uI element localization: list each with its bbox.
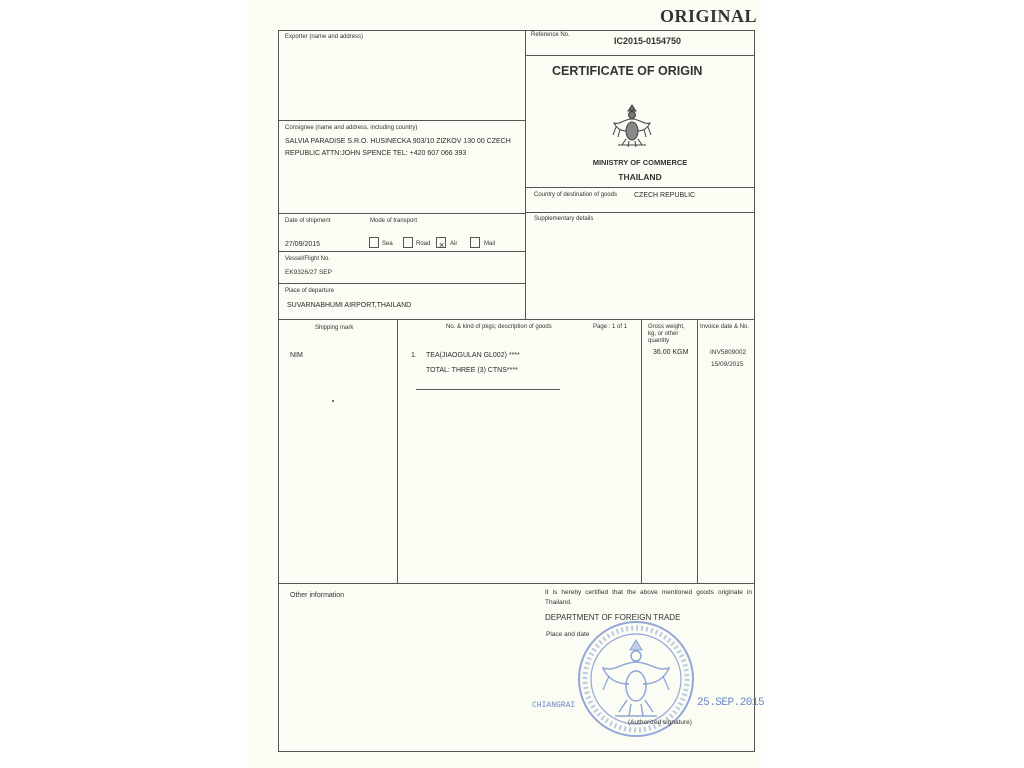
destination-value: CZECH REPUBLIC bbox=[634, 192, 696, 199]
departure-value: SUVARNABHUMI AIRPORT,THAILAND bbox=[287, 302, 412, 309]
shipping-mark-value: NIM bbox=[290, 352, 303, 359]
original-mark: ORIGINAL bbox=[660, 6, 758, 26]
item-number: 1. bbox=[411, 352, 417, 359]
certification-date: 25.SEP.2015 bbox=[697, 697, 765, 709]
invoice-date: 15/09/2015 bbox=[711, 361, 744, 368]
transport-mode-label: Mode of transport bbox=[370, 218, 418, 224]
vessel-label: Vessel/Flight No. bbox=[285, 256, 331, 262]
destination-label: Country of destination of goods bbox=[534, 192, 618, 198]
certificate-title: CERTIFICATE OF ORIGIN bbox=[552, 64, 703, 78]
shipment-date-value: 27/09/2015 bbox=[285, 241, 321, 248]
certification-statement: It is hereby certified that the above mentioned goods originate in Thailand. bbox=[545, 589, 752, 606]
weight-header-3: quantity bbox=[648, 338, 670, 344]
exporter-label: Exporter (name and address) bbox=[285, 34, 364, 40]
shipping-mark-header: Shipping mark bbox=[315, 325, 354, 331]
mode-mail-label: Mail bbox=[484, 241, 496, 247]
goods-description-header: No. & kind of pkgs; description of goods bbox=[446, 324, 552, 330]
road-checkbox bbox=[403, 237, 413, 248]
departure-label: Place of departure bbox=[285, 288, 335, 294]
consignee-line-1: SALVIA PARADISE S.R.O. HUSINECKA 903/10 ZIZKOV 130 00 CZECH bbox=[285, 138, 511, 145]
sea-checkbox bbox=[369, 237, 379, 248]
item-description: TEA(JIAOGULAN GL002) **** bbox=[426, 352, 520, 359]
ink-speck bbox=[332, 400, 334, 402]
invoice-header: Invoice date & No. bbox=[700, 324, 750, 330]
supplementary-label: Supplementary details bbox=[534, 216, 594, 222]
reference-number: IC2015-0154750 bbox=[614, 36, 682, 46]
shipment-date-label: Date of shipment bbox=[285, 218, 331, 224]
page-indicator: Page : 1 of 1 bbox=[593, 324, 628, 330]
mail-checkbox bbox=[470, 237, 480, 248]
reference-label: Reference No. bbox=[531, 32, 570, 38]
authorized-signature-label: (Authorized signature) bbox=[628, 719, 692, 726]
consignee-label: Consignee (name and address, including country) bbox=[285, 125, 418, 131]
issuing-country: THAILAND bbox=[618, 172, 662, 182]
mode-sea-label: Sea bbox=[382, 241, 393, 247]
department-name: DEPARTMENT OF FOREIGN TRADE bbox=[545, 613, 681, 622]
mode-road-label: Road bbox=[416, 241, 431, 247]
weight-header-2: kg, or other bbox=[648, 331, 679, 337]
vessel-value: EK9326/27 SEP bbox=[285, 269, 332, 276]
place-date-label: Place and date bbox=[546, 631, 590, 638]
goods-total: TOTAL: THREE (3) CTNS**** bbox=[426, 367, 518, 374]
consignee-line-2: REPUBLIC ATTN:JOHN SPENCE TEL: +420 607 066 393 bbox=[285, 150, 467, 157]
air-check-mark-icon: × bbox=[439, 240, 445, 250]
gross-weight-value: 36.00 KGM bbox=[653, 349, 689, 356]
garuda-emblem-icon bbox=[610, 101, 654, 149]
other-info-label: Other information bbox=[290, 592, 345, 599]
ministry-name: MINISTRY OF COMMERCE bbox=[592, 158, 688, 167]
mode-air-label: Air bbox=[450, 241, 458, 247]
certification-place: CHIANGRAI bbox=[532, 701, 576, 710]
invoice-number: INV5809002 bbox=[710, 349, 747, 356]
weight-header-1: Gross weight, bbox=[648, 324, 685, 330]
